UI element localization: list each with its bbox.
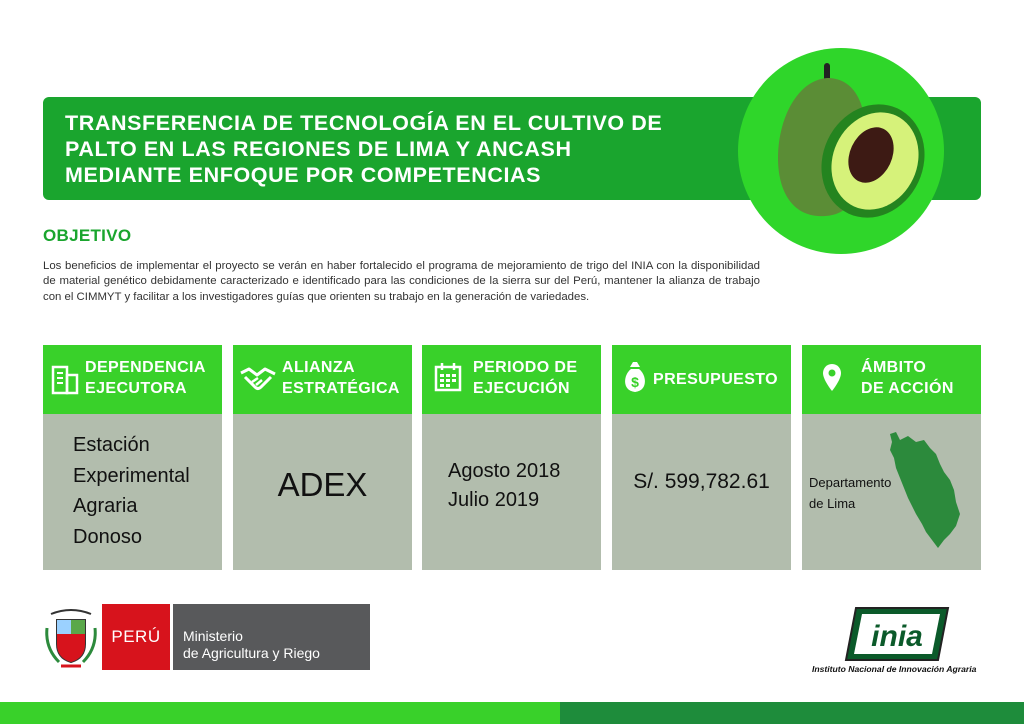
card-body — [612, 414, 791, 570]
title-line-2: PALTO EN LAS REGIONES DE LIMA Y ANCASH — [65, 137, 572, 161]
card-header — [612, 345, 791, 414]
card-value: ADEX — [277, 466, 368, 503]
inia-caption: Instituto Nacional de Innovación Agraria — [812, 664, 977, 674]
card-header — [43, 345, 222, 414]
inia-logo-text: inia — [871, 620, 923, 653]
page-title — [65, 110, 725, 188]
card-title: PERIODO DE EJECUCIÓN — [473, 359, 578, 397]
calendar-icon — [434, 362, 462, 392]
objective-heading: OBJETIVO — [43, 226, 132, 245]
peru-coat-of-arms — [43, 604, 99, 670]
card-body — [43, 414, 222, 570]
card-periodo-ejecucion — [422, 345, 601, 570]
location-pin-icon — [822, 363, 842, 393]
card-body — [802, 414, 981, 570]
peru-logo-text: PERÚ — [111, 627, 161, 646]
handshake-icon — [239, 365, 277, 393]
objective-text: Los beneficios de implementar el proyecto se verán en haber fortalecido el programa de mejoramiento de trigo del INIA con la disponibilidad de material genético debidamente caracterizado e identificado para las condiciones de la sierra sur del Perú, mantener la alianza de trabajo con el CIMMYT y facilitar a los investigadores guías que orienten su trabajo en la generación de variedades. — [43, 260, 760, 303]
card-value: Estación Experimental Agraria Donoso — [73, 434, 190, 548]
inia-logo — [842, 604, 952, 664]
avocado-illustration — [738, 48, 944, 254]
card-title: PRESUPUESTO — [653, 371, 779, 388]
ministry-logo-text: Ministerio de Agricultura y Riego — [183, 628, 320, 661]
lima-map — [884, 428, 964, 552]
card-dependencia-ejecutora — [43, 345, 222, 570]
building-icon — [51, 363, 79, 395]
card-title: ALIANZA ESTRATÉGICA — [282, 359, 400, 397]
footer-bar-accent — [560, 702, 1024, 724]
card-alianza-estrategica — [233, 345, 412, 570]
money-bag-icon — [620, 359, 650, 395]
card-title: ÁMBITO DE ACCIÓN — [861, 359, 954, 397]
card-body — [422, 414, 601, 570]
card-ambito-accion — [802, 345, 981, 570]
svg-text:$: $ — [631, 374, 639, 390]
card-header — [802, 345, 981, 414]
title-line-3: MEDIANTE ENFOQUE POR COMPETENCIAS — [65, 163, 542, 187]
card-header — [233, 345, 412, 414]
card-value: S/. 599,782.61 — [633, 470, 770, 493]
card-title: DEPENDENCIA EJECUTORA — [85, 359, 206, 397]
card-presupuesto — [612, 345, 791, 570]
card-value: Agosto 2018 Julio 2019 — [448, 460, 561, 511]
card-value: Departamento de Lima — [809, 475, 892, 511]
card-header — [422, 345, 601, 414]
title-line-1: TRANSFERENCIA DE TECNOLOGÍA EN EL CULTIVO DE — [65, 111, 663, 135]
card-body — [233, 414, 412, 570]
